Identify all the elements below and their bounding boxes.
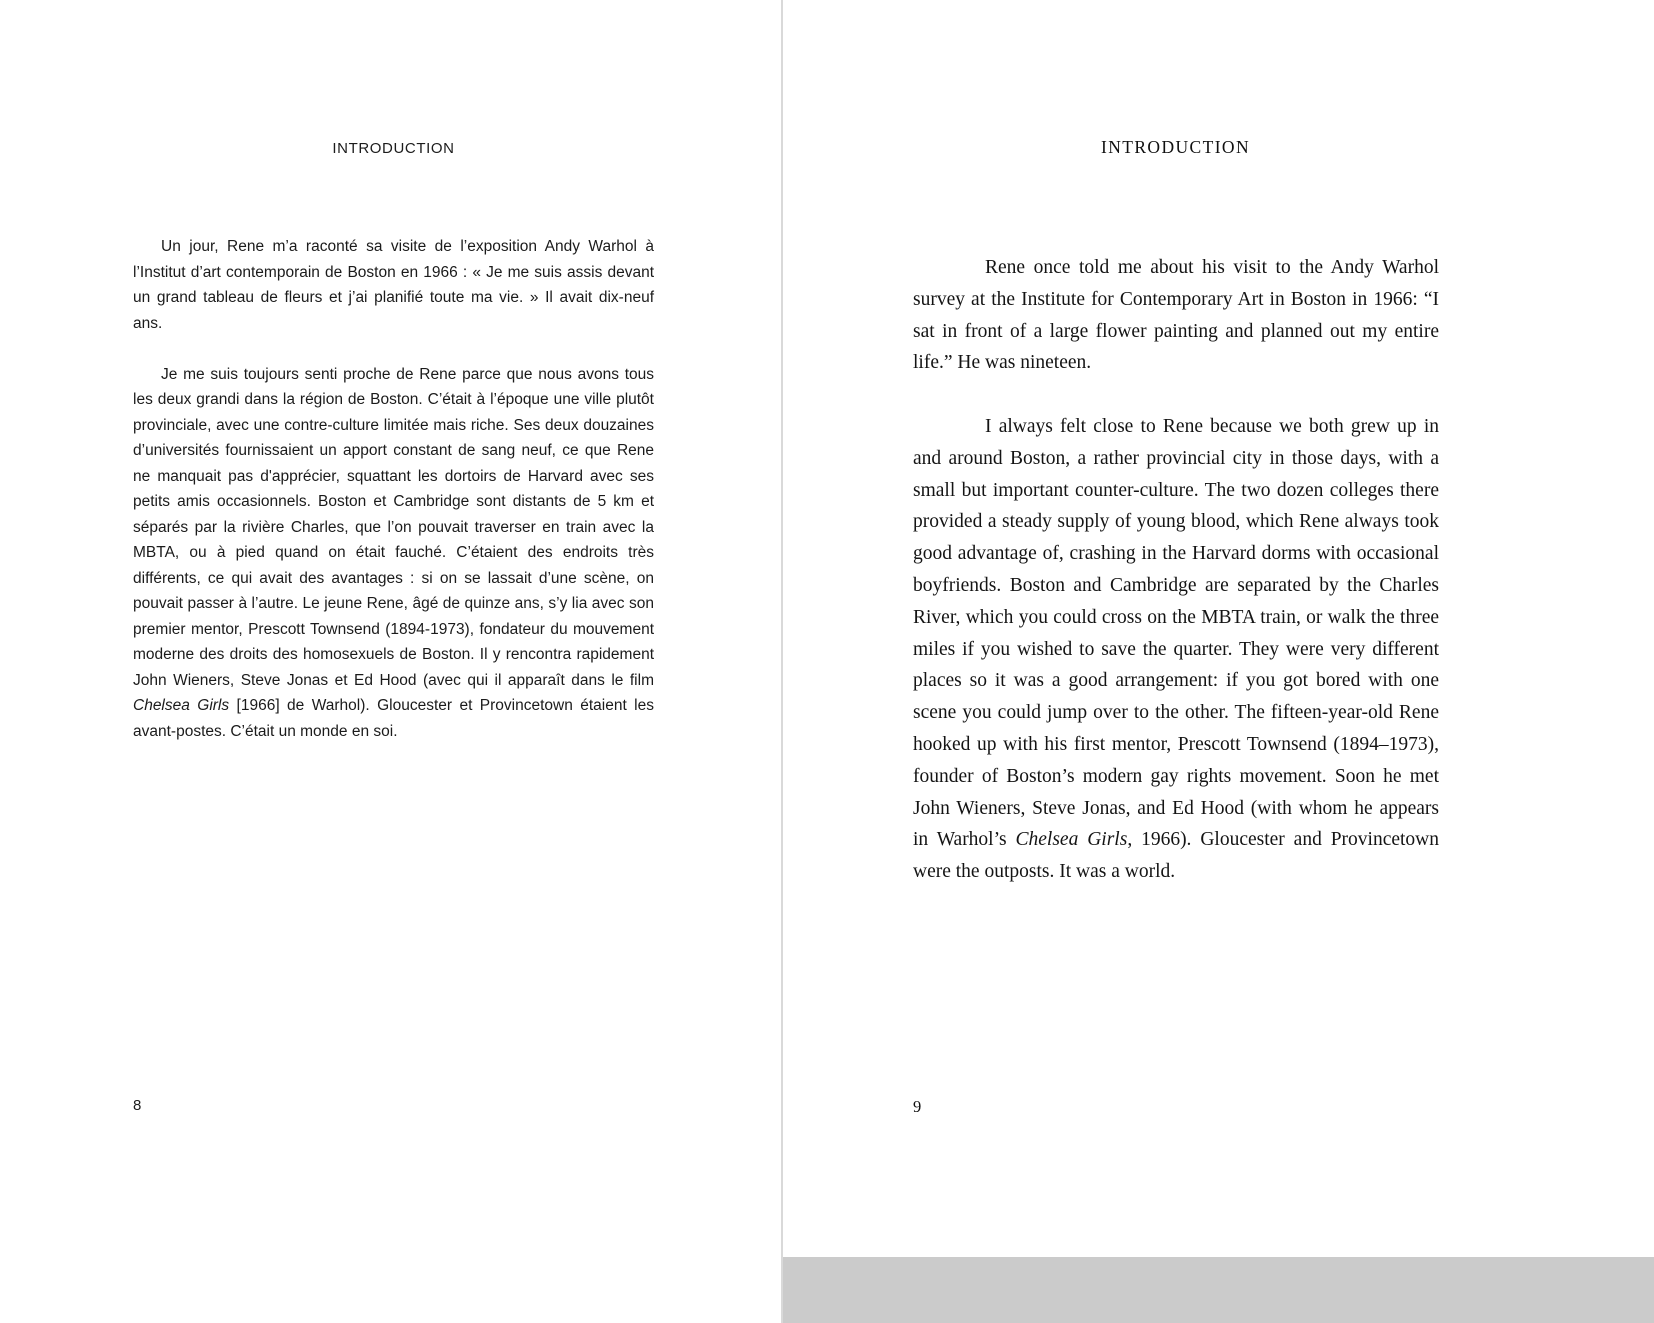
text-run-italic-book-title: Chelsea Girls xyxy=(1015,829,1128,851)
page-number-left: 8 xyxy=(133,1097,142,1114)
text-run: Un jour, Rene m’a raconté sa visite de l’exposition Andy Warhol à l’Institut d’art contemporain de Boston en 1966 : « Je me suis assis devant un grand tableau de fleurs et j’ai planifié toute ma vie. » Il avait dix-neuf ans. xyxy=(133,238,654,332)
paragraph-right-2 xyxy=(913,411,1439,888)
page-number-right: 9 xyxy=(913,1097,922,1116)
page-title-right: INTRODUCTION xyxy=(1100,137,1250,157)
paragraph-left-2 xyxy=(133,362,654,745)
text-block-right xyxy=(913,252,1439,888)
text-run: Je me suis toujours senti proche de Rene parce que nous avons tous les deux grandi dans la région de Boston. C’était à l’époque une ville plutôt provinciale, avec une contre-culture limitée mais riche. Ses deux douzaines d’universités fournissaient un apport constant de sang neuf, ce que Rene ne manquait pas d'apprécier, squattant les dortoirs de Harvard avec ses petits amis occasionnels. Boston et Cambridge sont distants de 5 km et séparés par la rivière Charles, que l’on pouvait traverser en train avec la MBTA, ou à pied quand on était fauché. C’étaient des endroits très différents, ce qui avait des avantages : si on se lassait d’une scène, on pouvait passer à l’autre. Le jeune Rene, âgé de quinze ans, s’y lia avec son premier mentor, Prescott Townsend (1894-1973), fondateur du mouvement moderne des droits des homosexuels de Boston. Il y rencontra rapidement John Wieners, Steve Jonas et Ed Hood (avec qui il apparaît dans le film xyxy=(133,365,654,689)
text-run: Rene once told me about his visit to the Andy Warhol survey at the Institute for Contemporary Art in Boston in 1966: “I sat in front of a large flower painting and planned out my entire life.” He was nineteen. xyxy=(913,257,1439,374)
text-run-italic-book-title: Chelsea Girls xyxy=(133,697,230,714)
page-left-french xyxy=(0,0,781,1323)
paragraph-right-1 xyxy=(913,252,1439,379)
text-run: , 1966). Gloucester and Provincetown were the outposts. It was a world. xyxy=(913,829,1440,883)
text-run: I always felt close to Rene because we both grew up in and around Boston, a rather provincial city in those days, with a small but important counter-culture. The two dozen colleges there provided a steady supply of young blood, which Rene always took good advantage of, crashing in the Harvard dorms with occasional boyfriends. Boston and Cambridge are separated by the Charles River, which you could cross on the MBTA train, or walk the three miles if you wished to save the quarter. They were very different places so it was a good arrangement: if you got bored with one scene you could jump over to the other. The fifteen-year-old Rene hooked up with his first mentor, Prescott Townsend (1894–1973), founder of Boston’s modern gay rights movement. Soon he met John Wieners, Steve Jonas, and Ed Hood (with whom he appears in Warhol’s xyxy=(913,415,1439,851)
text-block-left xyxy=(133,234,654,744)
paragraph-left-1 xyxy=(133,234,654,336)
text-run: [1966] de Warhol). Gloucester et Provincetown étaient les avant-postes. C’était un monde en soi. xyxy=(133,697,654,740)
page-title-left: INTRODUCTION xyxy=(332,140,455,157)
page-divider xyxy=(781,0,783,1323)
page-right-english xyxy=(783,0,1654,1323)
page-bottom-edge xyxy=(783,1257,1654,1323)
